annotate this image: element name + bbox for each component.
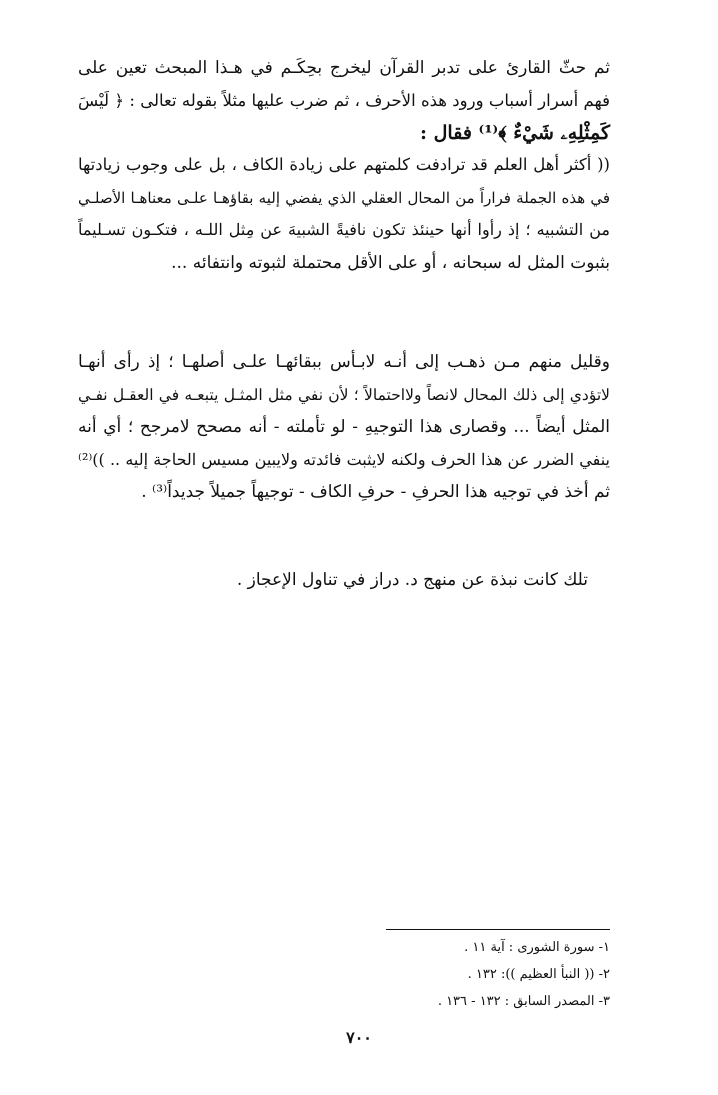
body-line: المثل أيضاً ... وقصارى هذا التوجيهِ - لو تأملته - أنه مصحح لامرجح ؛ أي أنه xyxy=(78,417,610,437)
closing-line: تلك كانت نبذة عن منهج د. دراز في تناول الإعجاز . xyxy=(236,570,588,590)
body-line: وقليل منهم مـن ذهـب إلى أنـه لابـأس ببقائهـا علـى أصلهـا ؛ إذ رأى أنهـا xyxy=(78,352,610,372)
body-line: بثبوت المثل له سبحانه ، أو على الأقل محتملة لثبوته وانتفائه ... xyxy=(171,252,610,273)
quotation-paragraph-1 xyxy=(78,149,610,279)
body-line: لاتؤدي إلى ذلك المحال لانصاً ولااحتمالاً ؛ لأن نفي مثل المثـل يتبعـه في العقـل نفـي xyxy=(78,385,610,404)
body-line: فهم أسرار أسباب ورود هذه الأحرف ، ثم ضرب عليها مثلاً بقوله تعالى : ﴿ لَيْسَ xyxy=(78,90,610,110)
quotation-paragraph-2 xyxy=(78,346,610,509)
body-line: ثم أخذ في توجيه هذا الحرفِ - حرفِ الكاف - توجيهاً جميلاً جديداً⁽³⁾ . xyxy=(141,482,610,502)
body-line: ثم حثّ القارئ على تدبر القرآن ليخرج بحِكَـم في هـذا المبحث تعين على xyxy=(78,58,610,78)
body-line: من التشبيه ؛ إذ رأوا أنها حينئذ تكون نافيةً الشبيهَ عن مِثل اللـه ، فتكـون تسـليماً xyxy=(78,220,610,239)
intro-paragraph xyxy=(78,52,610,150)
footnote-item: ٢- (( النبأ العظيم )): ١٣٢ . xyxy=(467,967,610,982)
quran-verse-line: كَمِثْلِهِۦ شَيْءٌ ﴾⁽¹⁾ فقال : xyxy=(420,122,610,144)
body-line: (( أكثر أهل العلم قد ترادفت كلمتهم على زيادة الكاف ، بل على وجوب زيادتها xyxy=(78,155,610,174)
footnote-item: ١- سورة الشورى : آية ١١ . xyxy=(464,940,610,955)
footnote-item: ٣- المصدر السابق : ١٣٢ - ١٣٦ . xyxy=(437,994,610,1009)
page-number: ٧٠٠ xyxy=(346,1028,372,1047)
footnote-divider xyxy=(386,929,610,930)
closing-paragraph xyxy=(78,564,610,597)
body-line: في هذه الجملة فراراً من المحال العقلي الذي يفضي إليه بقاؤهـا علـى معناهـا الأصلـي xyxy=(78,188,610,207)
footnotes xyxy=(300,934,610,1015)
body-line: ينفي الضرر عن هذا الحرف ولكنه لايثبت فائدته ولايبين مسيس الحاجة إليه .. ))⁽²⁾ xyxy=(78,449,611,469)
